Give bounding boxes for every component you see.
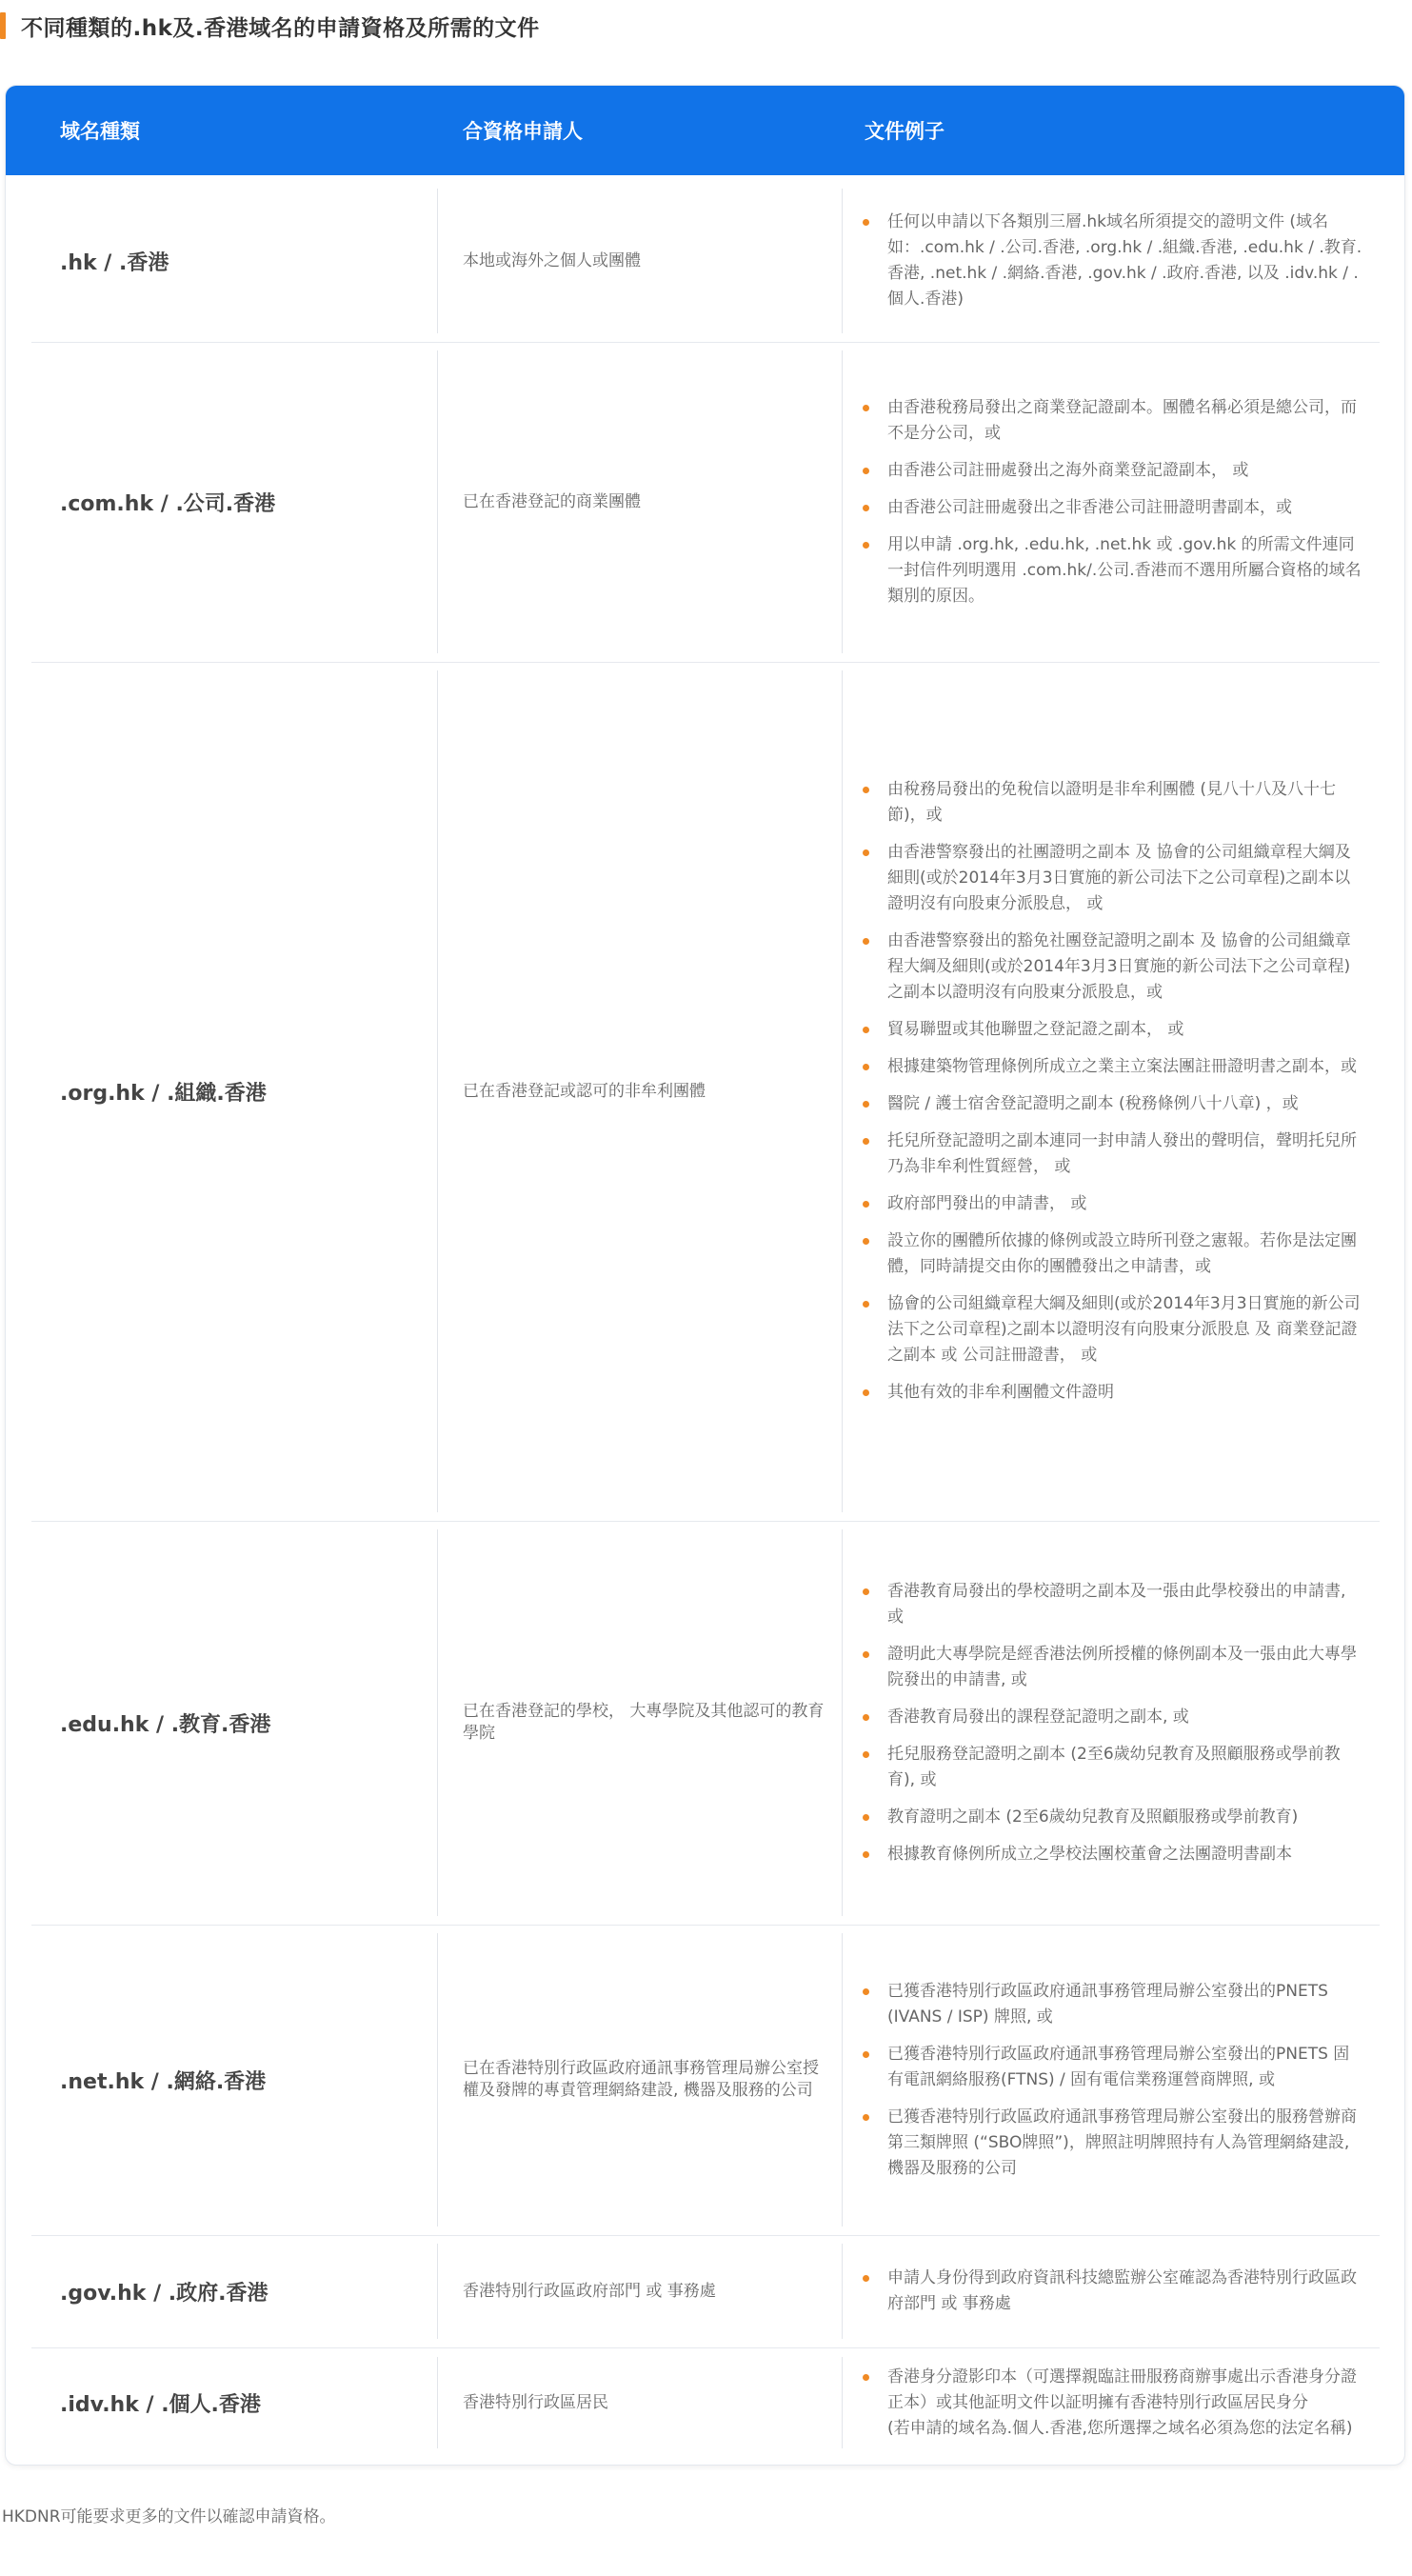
document-list-item bbox=[863, 1091, 1362, 1117]
column-divider bbox=[437, 2244, 438, 2339]
document-list-item bbox=[863, 1979, 1362, 2030]
column-divider bbox=[437, 2357, 438, 2448]
eligible-applicant-cell: 香港特別行政區政府部門 或 事務處 bbox=[463, 2281, 716, 2301]
document-list-item bbox=[863, 2105, 1362, 2182]
document-list bbox=[863, 395, 1362, 609]
bullet-icon bbox=[863, 1988, 869, 1995]
bullet-icon bbox=[863, 2114, 869, 2121]
bullet-icon bbox=[863, 1751, 869, 1758]
column-divider bbox=[437, 1933, 438, 2227]
document-list bbox=[863, 777, 1362, 1406]
column-divider bbox=[842, 670, 843, 1512]
bullet-icon bbox=[863, 1238, 869, 1245]
document-list-item bbox=[863, 1705, 1362, 1730]
eligible-applicant-cell: 已在香港登記的商業團體 bbox=[463, 491, 641, 511]
document-text: 由香港公司註冊處發出之海外商業登記證副本， 或 bbox=[887, 460, 1249, 480]
document-examples-cell bbox=[863, 1529, 1362, 1916]
document-text: 由香港警察發出的社團證明之副本 及 協會的公司組織章程大綱及細則(或於2014年3月3日實施的新公司法下之公司章程)之副本以證明沒有向股東分派股息， 或 bbox=[887, 843, 1351, 913]
domain-type-cell: .net.hk / .網絡.香港 bbox=[60, 2069, 267, 2094]
eligible-applicant-cell: 本地或海外之個人或團體 bbox=[463, 250, 641, 270]
table-row bbox=[31, 189, 1380, 333]
header-document-examples: 文件例子 bbox=[865, 120, 945, 143]
document-text: 證明此大專學院是經香港法例所授權的條例副本及一張由此大專學院發出的申請書, 或 bbox=[887, 1644, 1357, 1689]
document-list bbox=[863, 2266, 1362, 2317]
column-divider bbox=[842, 350, 843, 653]
title-accent-bar bbox=[0, 12, 6, 39]
document-list bbox=[863, 1579, 1362, 1867]
document-examples-cell bbox=[863, 2244, 1362, 2339]
column-divider bbox=[842, 1529, 843, 1916]
eligible-applicant-cell: 香港特別行政區居民 bbox=[463, 2392, 608, 2412]
document-list-item bbox=[863, 458, 1362, 484]
page-title-bar bbox=[0, 10, 857, 42]
bullet-icon bbox=[863, 849, 869, 856]
document-list-item bbox=[863, 1742, 1362, 1793]
document-list-item bbox=[863, 1228, 1362, 1280]
document-text: 醫院 / 護士宿舍登記證明之副本 (稅務條例八十八章) ，或 bbox=[887, 1094, 1299, 1113]
document-text: 根據教育條例所成立之學校法團校董會之法團證明書副本 bbox=[887, 1844, 1292, 1864]
bullet-icon bbox=[863, 2051, 869, 2058]
column-divider bbox=[842, 189, 843, 333]
row-separator bbox=[31, 1521, 1380, 1522]
bullet-icon bbox=[863, 468, 869, 474]
document-examples-cell bbox=[863, 350, 1362, 653]
document-list-item bbox=[863, 2266, 1362, 2317]
document-list-item bbox=[863, 1191, 1362, 1217]
document-list-item bbox=[863, 1291, 1362, 1368]
document-text: 已獲香港特別行政區政府通訊事務管理局辦公室發出的PNETS 固有電訊網絡服務(FTNS) / 固有電信業務運營商牌照, 或 bbox=[887, 2044, 1350, 2089]
document-list bbox=[863, 2365, 1362, 2442]
document-text: 托兒服務登記證明之副本 (2至6歲幼兒教育及照顧服務或學前教育), 或 bbox=[887, 1744, 1341, 1789]
document-text: 已獲香港特別行政區政府通訊事務管理局辦公室發出的PNETS (IVANS / ISP) 牌照, 或 bbox=[887, 1981, 1328, 2027]
column-divider bbox=[437, 670, 438, 1512]
document-list-item bbox=[863, 1642, 1362, 1693]
document-list-item bbox=[863, 495, 1362, 521]
column-divider bbox=[437, 1529, 438, 1916]
table-row bbox=[31, 2244, 1380, 2339]
document-text: 貿易聯盟或其他聯盟之登記證之副本， 或 bbox=[887, 1020, 1184, 1039]
document-text: 香港教育局發出的學校證明之副本及一張由此學校發出的申請書, 或 bbox=[887, 1581, 1346, 1627]
header-eligible-applicant: 合資格申請人 bbox=[463, 120, 583, 143]
row-separator bbox=[31, 1925, 1380, 1926]
row-separator bbox=[31, 342, 1380, 343]
document-list-item bbox=[863, 395, 1362, 447]
document-text: 由香港稅務局發出之商業登記證副本。團體名稱必須是總公司，而不是分公司，或 bbox=[887, 397, 1357, 443]
document-list bbox=[863, 210, 1362, 312]
row-separator bbox=[31, 662, 1380, 663]
bullet-icon bbox=[863, 938, 869, 945]
table-row bbox=[31, 670, 1380, 1512]
document-list-item bbox=[863, 1128, 1362, 1180]
row-separator bbox=[31, 2235, 1380, 2236]
document-text: 由稅務局發出的免稅信以證明是非牟利團體 (見八十八及八十七節)，或 bbox=[887, 780, 1337, 825]
domain-type-cell: .com.hk / .公司.香港 bbox=[60, 491, 276, 516]
domain-eligibility-table bbox=[5, 85, 1405, 2466]
document-list bbox=[863, 1979, 1362, 2182]
document-text: 教育證明之副本 (2至6歲幼兒教育及照顧服務或學前教育) bbox=[887, 1807, 1299, 1827]
document-list-item bbox=[863, 840, 1362, 917]
bullet-icon bbox=[863, 1301, 869, 1308]
document-list-item bbox=[863, 777, 1362, 829]
eligible-applicant-cell: 已在香港登記或認可的非牟利團體 bbox=[463, 1081, 706, 1101]
row-separator bbox=[31, 2347, 1380, 2348]
domain-type-cell: .hk / .香港 bbox=[60, 250, 169, 275]
page-title: 不同種類的.hk及.香港域名的申請資格及所需的文件 bbox=[21, 15, 540, 41]
footer-note: HKDNR可能要求更多的文件以確認申請資格。 bbox=[2, 2507, 336, 2526]
bullet-icon bbox=[863, 1138, 869, 1145]
document-list-item bbox=[863, 1380, 1362, 1406]
table-row bbox=[31, 1529, 1380, 1916]
document-text: 其他有效的非牟利團體文件證明 bbox=[887, 1383, 1114, 1402]
document-text: 香港教育局發出的課程登記證明之副本, 或 bbox=[887, 1707, 1189, 1727]
bullet-icon bbox=[863, 505, 869, 511]
domain-type-cell: .edu.hk / .教育.香港 bbox=[60, 1712, 271, 1737]
document-text: 根據建築物管理條例所成立之業主立案法團註冊證明書之副本，或 bbox=[887, 1057, 1357, 1076]
document-text: 托兒所登記證明之副本連同一封申請人發出的聲明信，聲明托兒所乃為非牟利性質經營， 或 bbox=[887, 1131, 1357, 1176]
table-row bbox=[31, 2357, 1380, 2448]
table-row bbox=[31, 1933, 1380, 2227]
eligible-applicant-cell: 已在香港登記的學校， 大專學院及其他認可的教育學院 bbox=[463, 1702, 825, 1743]
document-text: 由香港公司註冊處發出之非香港公司註冊證明書副本，或 bbox=[887, 497, 1292, 517]
document-list-item bbox=[863, 1017, 1362, 1043]
domain-type-cell: .idv.hk / .個人.香港 bbox=[60, 2392, 261, 2417]
document-examples-cell bbox=[863, 2357, 1362, 2448]
document-text: 設立你的團體所依據的條例或設立時所刊登之憲報。若你是法定團體，同時請提交由你的團體發出之申請書，或 bbox=[887, 1231, 1357, 1276]
header-domain-type: 域名種類 bbox=[60, 120, 140, 143]
bullet-icon bbox=[863, 2275, 869, 2282]
bullet-icon bbox=[863, 405, 869, 411]
document-text: 任何以申請以下各類別三層.hk域名所須提交的證明文件 (域名如：.com.hk / .公司.香港, .org.hk / .組織.香港, .edu.hk / .教育. 香港, .net.hk / .網絡.香港, .gov.hk / .政府.香港, 以及 .idv.hk / .個人.香港) bbox=[887, 212, 1362, 309]
document-text: 由香港警察發出的豁免社團登記證明之副本 及 協會的公司組織章程大綱及細則(或於2014年3月3日實施的新公司法下之公司章程)之副本以證明沒有向股東分派股息，或 bbox=[887, 931, 1351, 1002]
document-list-item bbox=[863, 1805, 1362, 1830]
document-list-item bbox=[863, 2042, 1362, 2093]
bullet-icon bbox=[863, 1101, 869, 1108]
bullet-icon bbox=[863, 787, 869, 793]
column-divider bbox=[842, 2244, 843, 2339]
document-examples-cell bbox=[863, 670, 1362, 1512]
document-text: 申請人身份得到政府資訊科技總監辦公室確認為香港特別行政區政府部門 或 事務處 bbox=[887, 2268, 1357, 2313]
bullet-icon bbox=[863, 1027, 869, 1033]
document-text: 香港身分證影印本（可選擇親臨註冊服務商辦事處出示香港身分證正本）或其他証明文件以証明擁有香港特別行政區居民身分 (若申請的域名為.個人.香港,您所選擇之域名必須為您的法定名稱) bbox=[887, 2366, 1357, 2438]
document-text: 用以申請 .org.hk, .edu.hk, .net.hk 或 .gov.hk 的所需文件連同一封信件列明選用 .com.hk/.公司.香港而不選用所屬合資格的域名類別的原因。 bbox=[887, 534, 1362, 606]
bullet-icon bbox=[863, 1389, 869, 1396]
bullet-icon bbox=[863, 1651, 869, 1658]
document-list-item bbox=[863, 1054, 1362, 1080]
eligible-applicant-cell: 已在香港特別行政區政府通訊事務管理局辦公室授權及發牌的專責管理網絡建設, 機器及服務的公司 bbox=[463, 2059, 819, 2100]
bullet-icon bbox=[863, 2374, 869, 2381]
document-list-item bbox=[863, 532, 1362, 609]
bullet-icon bbox=[863, 1851, 869, 1858]
bullet-icon bbox=[863, 1588, 869, 1595]
table-header bbox=[6, 86, 1404, 175]
document-list-item bbox=[863, 1842, 1362, 1867]
document-examples-cell bbox=[863, 189, 1362, 333]
bullet-icon bbox=[863, 1201, 869, 1208]
column-divider bbox=[437, 189, 438, 333]
document-list-item bbox=[863, 1579, 1362, 1630]
document-text: 政府部門發出的申請書， 或 bbox=[887, 1194, 1087, 1213]
bullet-icon bbox=[863, 219, 869, 226]
domain-type-cell: .org.hk / .組織.香港 bbox=[60, 1081, 267, 1106]
document-text: 協會的公司組織章程大綱及細則(或於2014年3月3日實施的新公司法下之公司章程)之副本以證明沒有向股東分派股息 及 商業登記證之副本 或 公司註冊證書， 或 bbox=[887, 1294, 1361, 1365]
column-divider bbox=[437, 350, 438, 653]
bullet-icon bbox=[863, 1714, 869, 1721]
column-divider bbox=[842, 2357, 843, 2448]
table-row bbox=[31, 350, 1380, 653]
document-list-item bbox=[863, 210, 1362, 312]
document-text: 已獲香港特別行政區政府通訊事務管理局辦公室發出的服務營辦商第三類牌照 (“SBO牌照”)，牌照註明牌照持有人為管理網絡建設, 機器及服務的公司 bbox=[887, 2107, 1357, 2178]
document-examples-cell bbox=[863, 1933, 1362, 2227]
bullet-icon bbox=[863, 1064, 869, 1070]
document-list-item bbox=[863, 929, 1362, 1006]
document-list-item bbox=[863, 2365, 1362, 2442]
domain-type-cell: .gov.hk / .政府.香港 bbox=[60, 2281, 268, 2306]
column-divider bbox=[842, 1933, 843, 2227]
bullet-icon bbox=[863, 1814, 869, 1821]
bullet-icon bbox=[863, 542, 869, 549]
